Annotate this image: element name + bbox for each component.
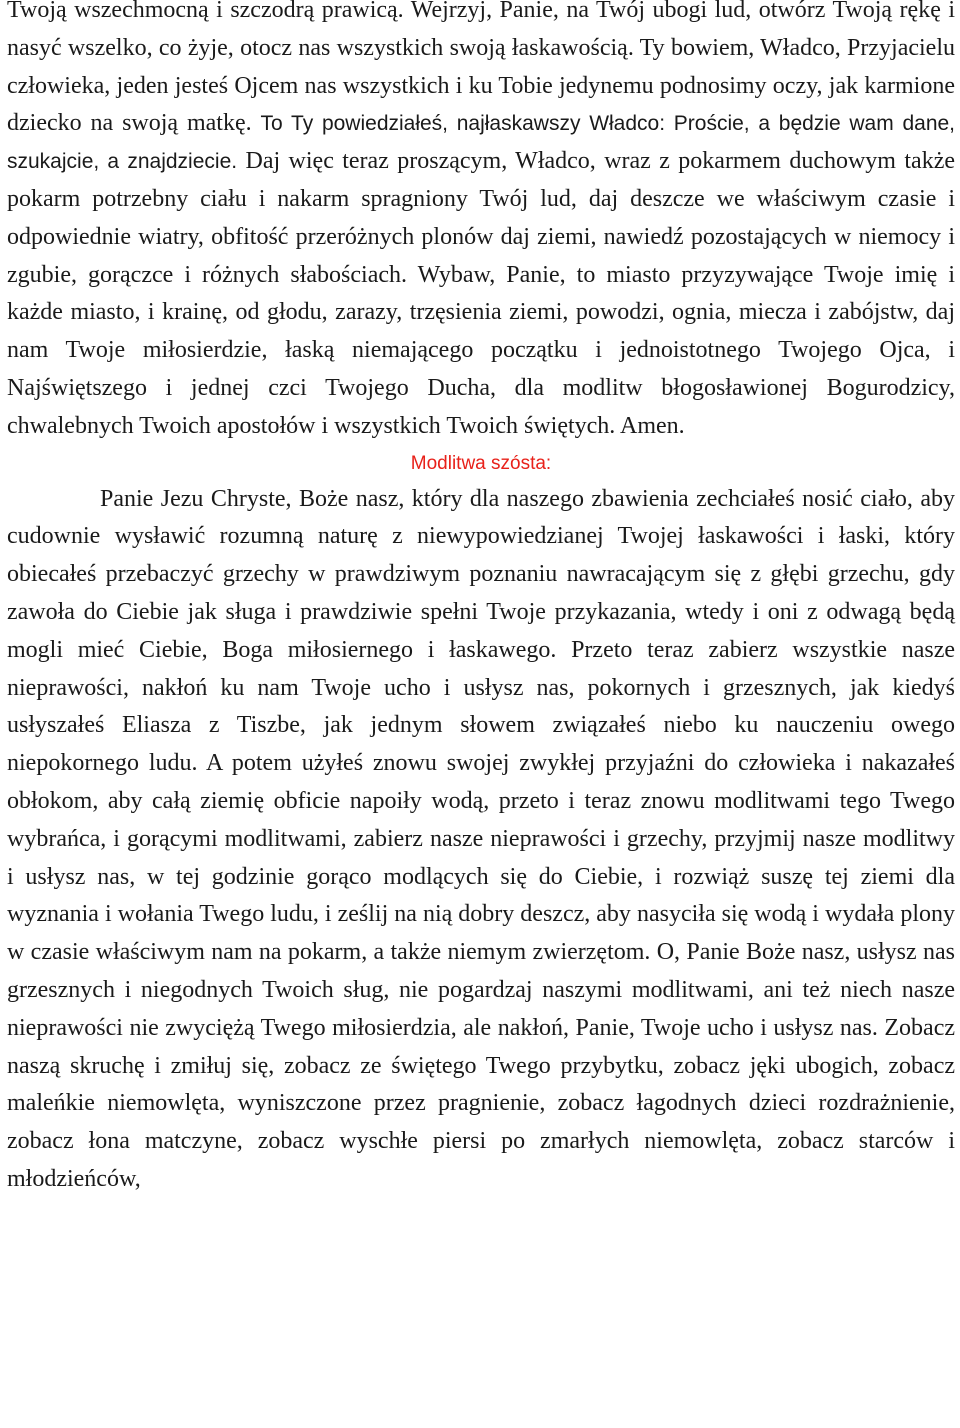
prayer-paragraph-continued — [7, 0, 955, 446]
paragraph-text-serif: Daj więc teraz proszącym, Władco, wraz z pokarmem duchowym także pokarm potrzebny ciału i nakarm spragniony Twój lud, daj deszcze we właściwym czasie i odpowiednie wiatry, obfitość przeróżnych plonów daj ziemi, nawiedź pozostających w niemocy i zgubie, gorączce i różnych słabościach. Wybaw, Panie, to miasto przyzywające Twoje imię i każde miasto, i krainę, od głodu, zarazy, trzęsienia ziemi, powodzi, ognia, miecza i zabójstw, daj nam Twoje miłosierdzie, łaską niemającego początku i jednoistotnego Twojego Ojca, i Najświętszego i jednej czci Twojego Ducha, dla modlitw błogosławionej Bogurodzicy, chwalebnych Twoich apostołów i wszystkich Twoich świętych. Amen. — [7, 148, 955, 439]
section-heading: Modlitwa szósta: — [410, 452, 552, 474]
paragraph-text-sans: To Ty powiedziałeś, najłaskawszy Władco: Proście, a będzie wam dane, szukajcie, a znajdziecie. — [7, 112, 956, 174]
paragraph-text-serif: Twoją wszechmocną i szczodrą prawicą. Wejrzyj, Panie, na Twój ubogi lud, otwórz Twoją rękę i nasyć wszelko, co żyje, otocz nas wszystkich swoją łaskawością. Ty bowiem, Władco, Przyjacielu człowieka, jeden jesteś Ojcem nas wszystkich i ku Tobie jedynemu podnosimy oczy, jak karmione dziecko na swoją matkę. — [7, 0, 955, 137]
document-page — [7, 0, 955, 1199]
prayer-paragraph: Panie Jezu Chryste, Boże nasz, który dla naszego zbawienia zechciałeś nosić ciało, aby cudownie wysławić rozumną naturę z niewypowiedzianej Twojej łaskawości i łaski, który obiecałeś przebaczyć grzechy w prawdziwym poznaniu nawracającym się z głębi grzechu, gdy zawoła do Ciebie jak sługa i prawdziwie spełni Twoje przykazania, wtedy i oni z odwagą będą mogli mieć Ciebie, Boga miłosiernego i łaskawego. Przeto teraz zabierz wszystkie nasze nieprawości, nakłoń ku nam Twoje ucho i usłysz nas, pokornych i grzesznych, jak kiedyś usłyszałeś Eliasza z Tiszbe, jak jednym słowem związałeś niebo ku nauczeniu owego niepokornego ludu. A potem użyłeś znowu swojej zwykłej przyjaźni do człowieka i nakazałeś obłokom, aby całą ziemię obficie napoiły wodą, przeto i teraz znowu modlitwami tego Twego wybrańca, i gorącymi modlitwami, zabierz nasze nieprawości i grzechy, przyjmij nasze modlitwy i usłysz nas, w tej godzinie gorąco modlących się do Ciebie, i rozwiąż suszę tej ziemi dla wyznania i wołania Twego ludu, i ześlij na nią dobry deszcz, aby nasyciła się wodą i wydała plony w czasie właściwym nam na pokarm, a także niemym zwierzętom. O, Panie Boże nasz, usłysz nas grzesznych i niegodnych Twoich sług, nie pogardzaj naszymi modlitwami, ani też niech nasze nieprawości nie zwyciężą Twego miłosierdzia, ale nakłoń, Panie, Twoje ucho i usłysz nas. Zobacz naszą skruchę i zmiłuj się, zobacz ze świętego Twego przybytku, zobacz jęki ubogich, zobacz maleńkie niemowlęta, wyniszczone przez pragnienie, zobacz łagodnych dzieci rozdrażnienie, zobacz łona matczyne, zobacz wyschłe piersi po zmarłych niemowlęta, zobacz starców i młodzieńców, — [7, 485, 955, 1192]
